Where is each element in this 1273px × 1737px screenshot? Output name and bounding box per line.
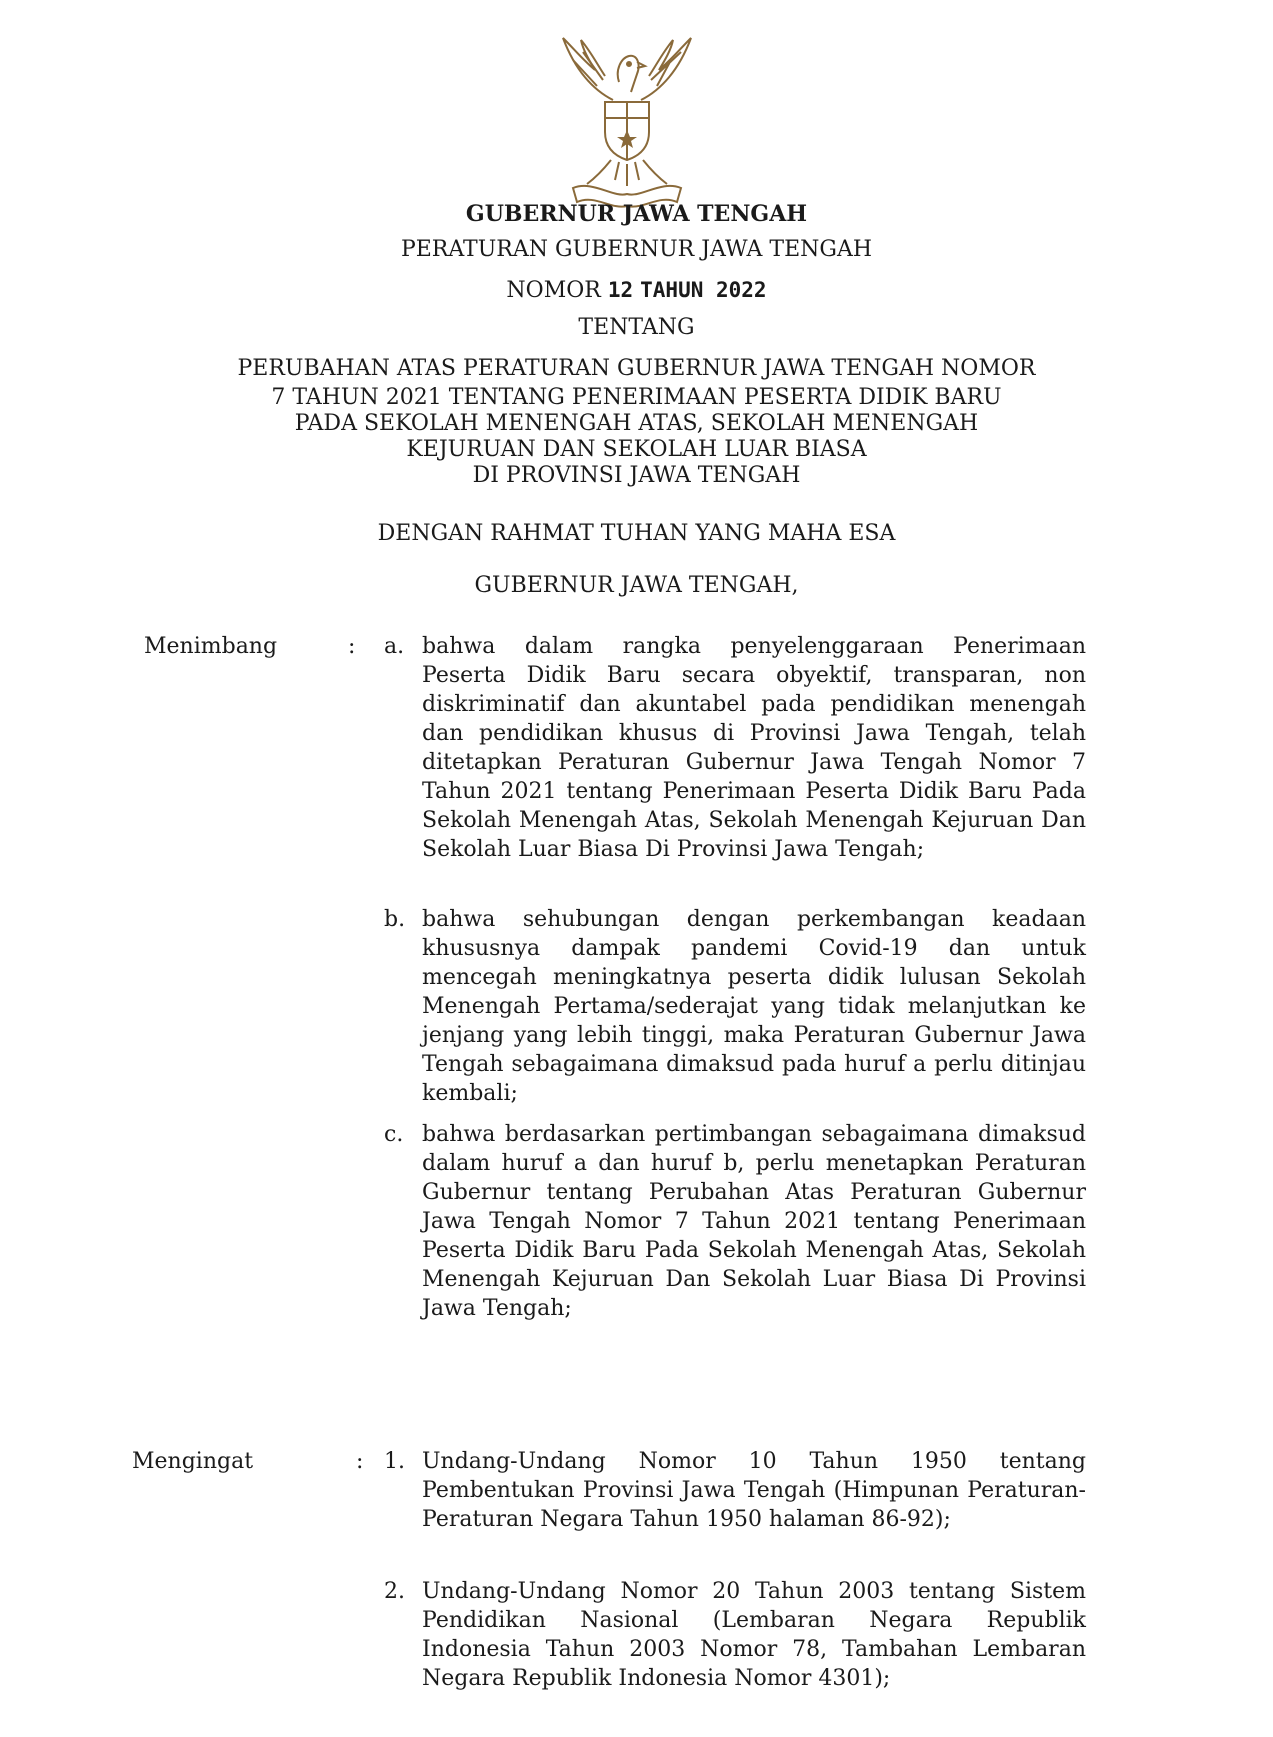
item-text: Undang-Undang Nomor 20 Tahun 2003 tentang Sistem Pendidikan Nasional (Lembaran Negara Republik Indonesia Tahun 2003 Nomor 78, Tambahan Lembaran Negara Republik Indonesia Nomor 4301); — [422, 1579, 1086, 1691]
item-marker: b. — [384, 907, 406, 932]
number-year: TAHUN 2022 — [640, 278, 767, 302]
item-marker: 1. — [384, 1449, 405, 1474]
mengingat-item-1 — [384, 1447, 1086, 1534]
issuing-authority: GUBERNUR JAWA TENGAH — [465, 201, 808, 227]
subject-line-3: PADA SEKOLAH MENENGAH ATAS, SEKOLAH MENENGAH — [294, 411, 979, 436]
item-text: bahwa berdasarkan pertimbangan sebagaimana dimaksud dalam huruf a dan huruf b, perlu menetapkan Peraturan Gubernur tentang Perubahan Atas Peraturan Gubernur Jawa Tengah Nomor 7 Tahun 2021 tentang Penerimaan Peserta Didik Baru Pada Sekolah Menengah Atas, Sekolah Menengah Kejuruan Dan Sekolah Luar Biasa Di Provinsi Jawa Tengah; — [422, 1122, 1086, 1321]
item-text: bahwa sehubungan dengan perkembangan keadaan khususnya dampak pandemi Covid-19 dan untuk mencegah meningkatnya peserta didik lulusan Sekolah Menengah Pertama/sederajat yang tidak melanjutkan ke jenjang yang lebih tinggi, maka Peraturan Gubernur Jawa Tengah sebagaimana dimaksud pada huruf a perlu ditinjau kembali; — [422, 907, 1086, 1106]
item-text: Undang-Undang Nomor 10 Tahun 1950 tentang Pembentukan Provinsi Jawa Tengah (Himpunan Peraturan-Peraturan Negara Tahun 1950 halaman 86-92); — [422, 1449, 1086, 1532]
menimbang-colon: : — [348, 634, 356, 659]
menimbang-item-c — [384, 1120, 1086, 1323]
blessing-line: DENGAN RAHMAT TUHAN YANG MAHA ESA — [377, 521, 896, 546]
subject-line-1: PERUBAHAN ATAS PERATURAN GUBERNUR JAWA TENGAH NOMOR — [237, 356, 1036, 381]
governor-line: GUBERNUR JAWA TENGAH, — [474, 573, 799, 598]
subject-line-2: 7 TAHUN 2021 TENTANG PENERIMAAN PESERTA DIDIK BARU — [271, 385, 1002, 410]
regulation-title: PERATURAN GUBERNUR JAWA TENGAH — [400, 237, 873, 262]
item-marker: 2. — [384, 1579, 405, 1604]
garuda-pancasila-emblem-icon — [553, 30, 701, 220]
number-prefix: NOMOR — [506, 278, 601, 303]
about-heading: TENTANG — [578, 315, 695, 340]
mengingat-label: Mengingat — [132, 1449, 254, 1474]
item-text: bahwa dalam rangka penyelenggaraan Penerimaan Peserta Didik Baru secara obyektif, transparan, non diskriminatif dan akuntabel pada pendidikan menengah dan pendidikan khusus di Provinsi Jawa Tengah, telah ditetapkan Peraturan Gubernur Jawa Tengah Nomor 7 Tahun 2021 tentang Penerimaan Peserta Didik Baru Pada Sekolah Menengah Atas, Sekolah Menengah Kejuruan Dan Sekolah Luar Biasa Di Provinsi Jawa Tengah; — [422, 634, 1086, 862]
mengingat-item-2 — [384, 1577, 1086, 1693]
item-marker: c. — [384, 1122, 404, 1147]
item-marker: a. — [384, 634, 405, 659]
menimbang-item-b — [384, 905, 1086, 1108]
subject-line-5: DI PROVINSI JAWA TENGAH — [472, 463, 801, 488]
regulation-number — [0, 276, 1273, 305]
menimbang-item-a — [384, 632, 1086, 864]
menimbang-label: Menimbang — [144, 634, 278, 659]
number-value: 12 — [607, 278, 634, 302]
mengingat-colon: : — [356, 1449, 364, 1474]
subject-line-4: KEJURUAN DAN SEKOLAH LUAR BIASA — [406, 437, 867, 462]
